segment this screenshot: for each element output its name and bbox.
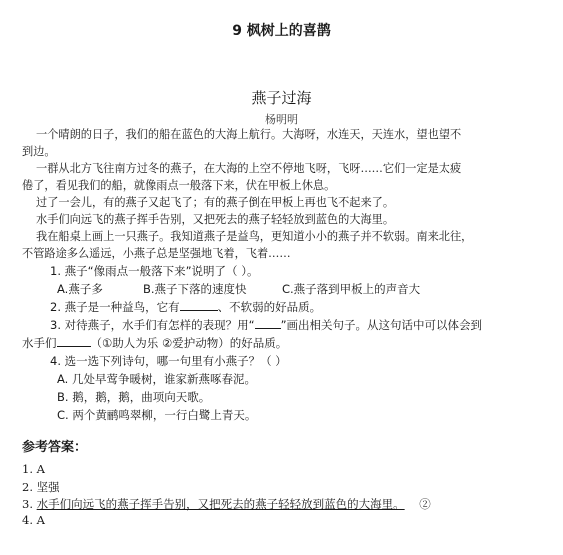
answer-3-underlined-sentence: 水手们向远飞的燕子挥手告别，又把死去的燕子轻轻放到蓝色的大海里。 [36,497,405,511]
q4-option-b: B. 鹅，鹅，鹅，曲项向天歌。 [57,390,211,404]
story-title: 燕子过海 [251,89,312,107]
story-line: 一个晴朗的日子，我们的船在蓝色的大海上航行。大海呀，水连天，天连水，望也望不 [36,128,462,141]
story-line: 过了一会儿，有的燕子又起飞了；有的燕子倒在甲板上再也飞不起来了。 [36,196,395,209]
answer-3-choice: ② [419,497,431,511]
q4-option-c: C. 两个黄鹂鸣翠柳，一行白鹭上青天。 [57,408,257,422]
q2-text: 2. 燕子是一种益鸟，它有 [50,300,180,314]
q4-option-a: A. 几处早莺争暖树，谁家新燕啄春泥。 [57,372,256,386]
story-line: 我在船桌上画上一只燕子。我知道燕子是益鸟，更知道小小的燕子并不软弱。南来北往， [36,230,473,243]
q1-option-a: A.燕子多 [57,282,103,296]
q2-blank [180,300,218,311]
q1-option-b: B.燕子下落的速度快 [143,282,247,296]
answer-1: 1. A [22,462,45,476]
answer-3-prefix: 3. [22,497,37,511]
story-line: 水手们向远飞的燕子挥手告别，又把死去的燕子轻轻放到蓝色的大海里。 [36,213,395,226]
answers-heading: 参考答案： [22,440,88,455]
q3-blank [57,336,91,347]
story-line: 一群从北方飞往南方过冬的燕子，在大海的上空不停地飞呀，飞呀……它们一定是太疲 [36,162,462,175]
q3-text: 3. 对待燕子，水手们有怎样的表现？用“ [50,318,255,332]
question-2 [50,299,321,315]
question-4: 4. 选一选下列诗句，哪一句里有小燕子？（ ） [50,354,287,368]
q3-line2-tail: （①助人为乐 ②爱护动物）的好品质。 [90,336,288,350]
answer-3 [22,496,431,512]
story-line: 不管路途多么遥远，小燕子总是坚强地飞着，飞着…… [22,247,291,260]
q3-line2-text: 水手们 [22,336,57,350]
story-line: 倦了，看见我们的船，就像雨点一般落下来，伏在甲板上休息。 [22,179,336,192]
question-3-line2 [22,335,287,351]
story-author: 杨明明 [265,113,298,126]
question-1: 1. 燕子“像雨点一般落下来”说明了（ ）。 [50,264,259,278]
story-line: 到边。 [22,145,56,158]
question-3 [50,317,482,333]
q1-option-c: C.燕子落到甲板上的声音大 [282,282,421,296]
lesson-title: 9 枫树上的喜鹊 [232,23,331,39]
answer-2: 2. 坚强 [22,480,60,494]
q2-text-tail: 、不软弱的好品质。 [217,300,322,314]
q3-underline-sample [255,318,281,329]
q3-text-tail: ”画出相关句子。从这句话中可以体会到 [280,318,483,332]
answer-4: 4. A [22,513,45,527]
